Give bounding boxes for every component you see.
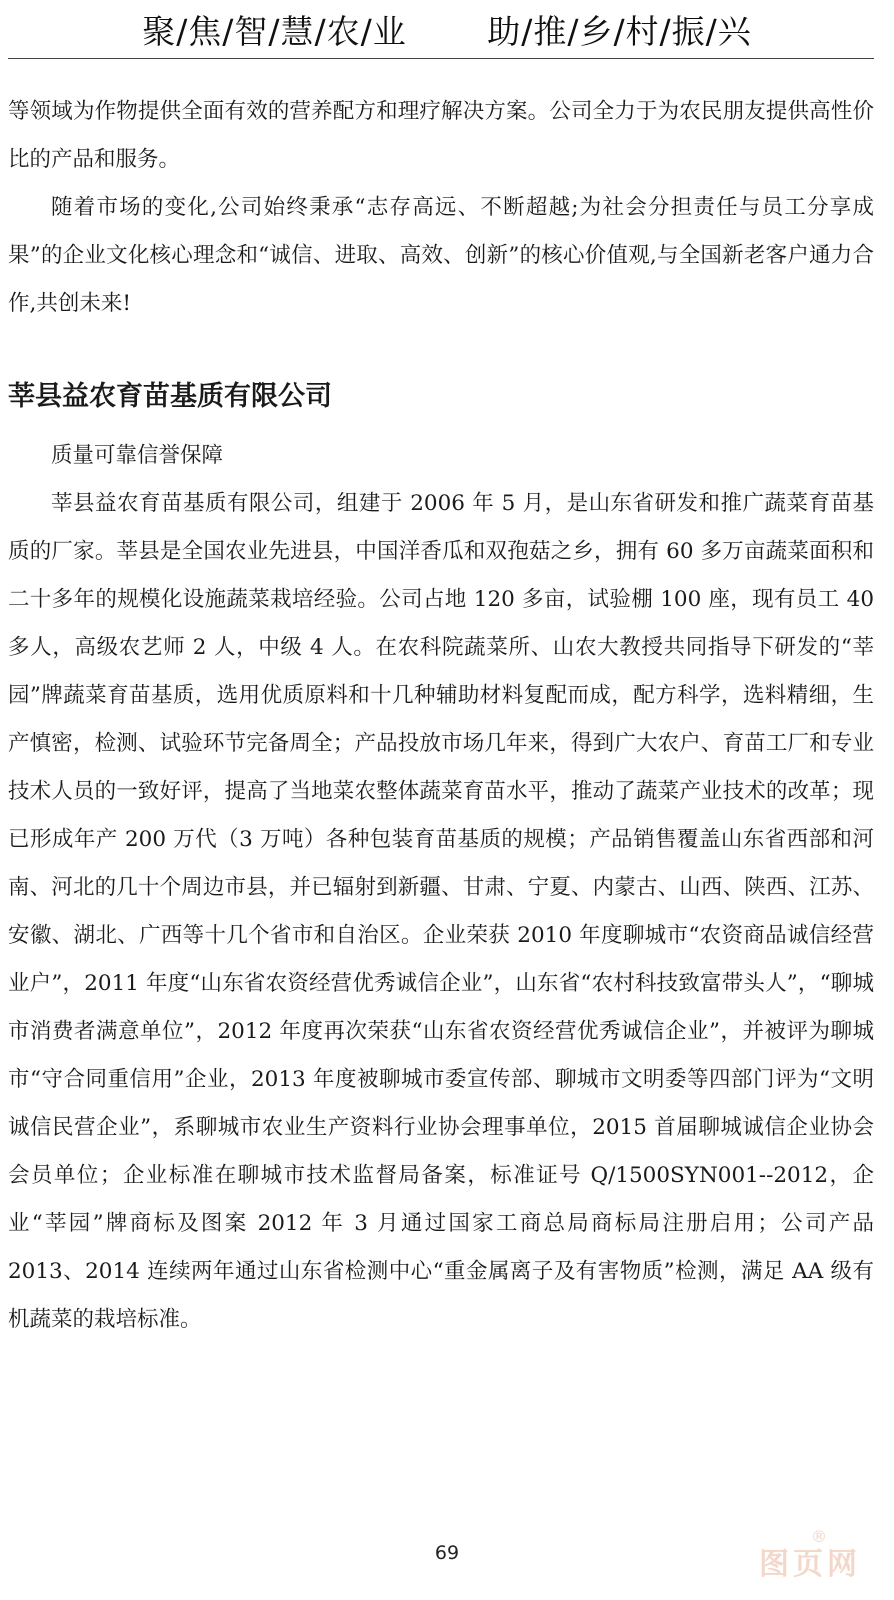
watermark-text: 图页网 <box>759 1547 861 1582</box>
company-description: 莘县益农育苗基质有限公司，组建于 2006 年 5 月，是山东省研发和推广蔬菜育苗基质的厂家。莘县是全国农业先进县，中国洋香瓜和双孢菇之乡，拥有 60 多万亩蔬菜面积和二十多年的规模化设施蔬菜栽培经验。公司占地 120 多亩，试验棚 100 座，现有员工 40 多人，高级农艺师 2 人，中级 4 人。在农科院蔬菜所、山农大教授共同指导下研发的“莘园”牌蔬菜育苗基质，选用优质原料和十几种辅助材料复配而成，配方科学，选料精细，生产慎密，检测、试验环节完备周全；产品投放市场几年来，得到广大农户、育苗工厂和专业技术人员的一致好评，提高了当地菜农整体蔬菜育苗水平，推动了蔬菜产业技术的改革；现已形成年产 200 万代（3 万吨）各种包装育苗基质的规模；产品销售覆盖山东省西部和河南、河北的几十个周边市县，并已辐射到新疆、甘肃、宁夏、内蒙古、山西、陕西、江苏、安徽、湖北、广西等十几个省市和自治区。企业荣获 2010 年度聊城市“农资商品诚信经营业户”，2011 年度“山东省农资经营优秀诚信企业”，山东省“农村科技致富带头人”，“聊城市消费者满意单位”，2012 年度再次荣获“山东省农资经营优秀诚信企业”，并被评为聊城市“守合同重信用”企业，2013 年度被聊城市委宣传部、聊城市文明委等四部门评为“文明诚信民营企业”，系聊城市农业生产资料行业协会理事单位，2015 首届聊城诚信企业协会会员单位；企业标准在聊城市技术监督局备案，标准证号 Q/1500SYN001--2012，企业“莘园”牌商标及图案 2012 年 3 月通过国家工商总局商标局注册启用；公司产品 2013、2014 连续两年通过山东省检测中心“重金属离子及有害物质”检测，满足 AA 级有机蔬菜的栽培标准。 <box>8 491 874 1332</box>
company-name-heading: 莘县益农育苗基质有限公司 <box>8 381 332 412</box>
watermark-logo <box>753 1518 883 1588</box>
watermark-registered-mark: ® <box>811 1527 827 1546</box>
intro-paragraph-2: 随着市场的变化,公司始终秉承“志存高远、不断超越;为社会分担责任与员工分享成果”的企业文化核心理念和“诚信、进取、高效、创新”的核心价值观,与全国新老客户通力合作,共创未来! <box>8 195 874 316</box>
page-header <box>0 0 894 60</box>
intro-paragraph-1: 等领域为作物提供全面有效的营养配方和理疗解决方案。公司全力于为农民朋友提供高性价比的产品和服务。 <box>8 99 874 172</box>
page-number: 69 <box>434 1542 460 1564</box>
header-title: 聚/焦/智/慧/农/业 助/推/乡/村/振/兴 <box>142 12 752 51</box>
page-content <box>8 88 874 1344</box>
company-slogan: 质量可靠信誉保障 <box>51 443 224 468</box>
header-divider <box>8 58 874 59</box>
